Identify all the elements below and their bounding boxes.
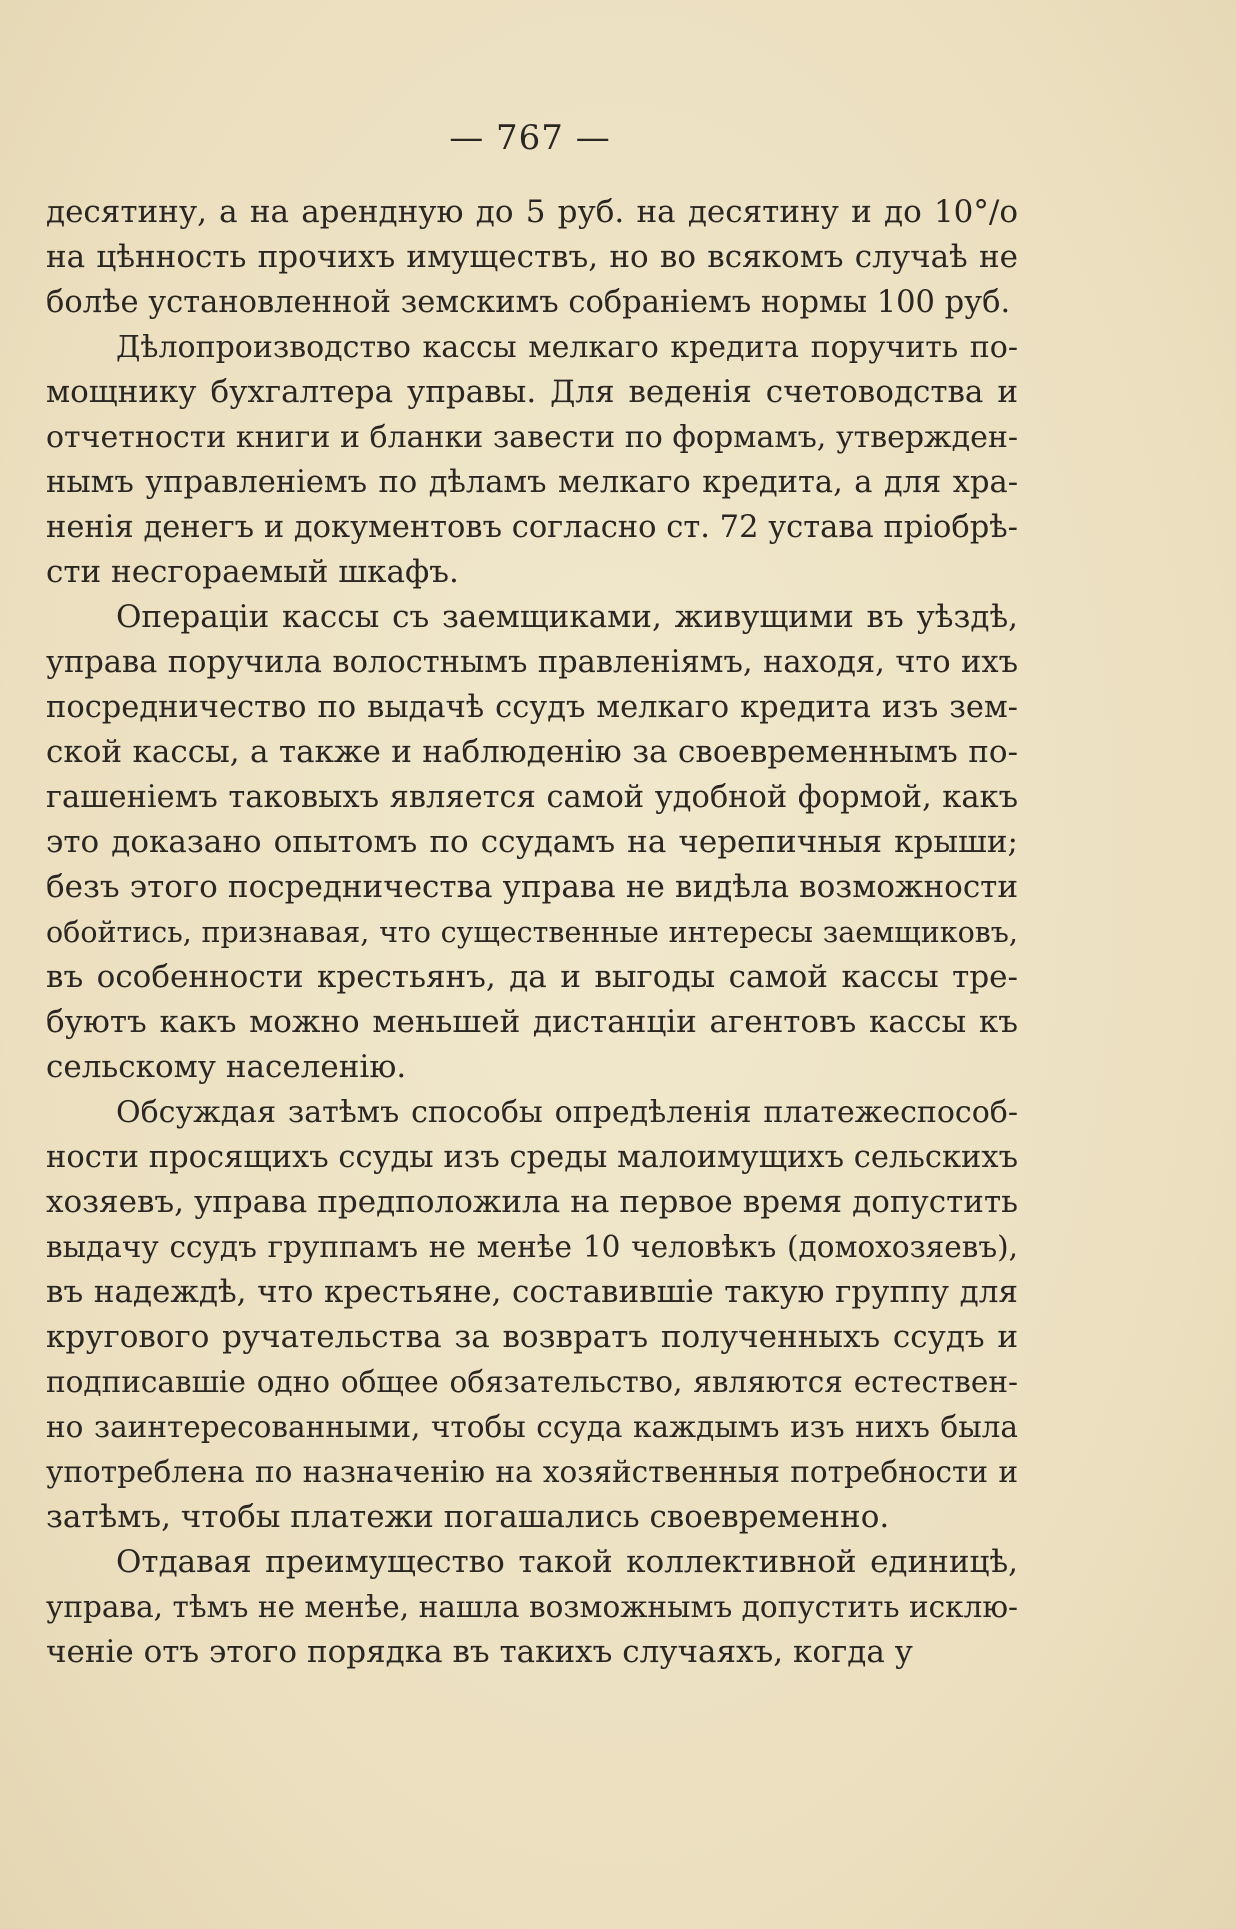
text-line: затѣмъ, чтобы платежи погашались своевременно. — [46, 1499, 890, 1535]
text-line: гашеніемъ таковыхъ является самой удобной формой, какъ — [46, 780, 1018, 815]
text-line: ности просящихъ ссуды изъ среды малоимущихъ сельскихъ — [46, 1140, 1018, 1175]
text-line: ненія денегъ и документовъ согласно ст. 72 устава пріобрѣ- — [46, 510, 1018, 545]
text-line: Обсуждая затѣмъ способы опредѣленія платежеспособ- — [116, 1095, 1018, 1130]
text-line: болѣе установленной земскимъ собраніемъ нормы 100 руб. — [46, 285, 1011, 320]
text-line: въ особенности крестьянъ, да и выгоды самой кассы тре- — [46, 959, 1018, 995]
text-line: въ надеждѣ, что крестьяне, составившіе такую группу для — [46, 1274, 1018, 1310]
text-line: выдачу ссудъ группамъ не менѣе 10 человѣкъ (домохозяевъ), — [46, 1230, 1018, 1264]
text-line: это доказано опытомъ по ссудамъ на черепичныя крыши; — [46, 824, 1018, 860]
text-line: посредничество по выдачѣ ссудъ мелкаго кредита изъ зем- — [46, 690, 1018, 725]
text-line: хозяевъ, управа предположила на первое время допустить — [46, 1184, 1018, 1220]
text-line: буютъ какъ можно меньшей дистанціи агентовъ кассы къ — [46, 1004, 1018, 1040]
paragraph — [46, 325, 1018, 595]
text-line: но заинтересованными, чтобы ссуда каждымъ изъ нихъ была — [46, 1410, 1018, 1444]
text-line: ской кассы, а также и наблюденію за своевременнымъ по- — [46, 734, 1018, 770]
text-line: нымъ управленіемъ по дѣламъ мелкаго кредита, а для хра- — [46, 465, 1018, 500]
text-line: подписавшіе одно общее обязательство, являются естествен- — [46, 1365, 1018, 1399]
text-line: сельскому населенію. — [46, 1049, 407, 1085]
body-text — [46, 190, 1018, 1675]
page-number: — 767 — — [449, 118, 611, 158]
text-line: управа поручила волостнымъ правленіямъ, находя, что ихъ — [46, 645, 1018, 680]
text-line: десятину, а на арендную до 5 руб. на десятину и до 10°/о — [46, 194, 1018, 230]
text-line: употреблена по назначенію на хозяйственныя потребности и — [46, 1455, 1018, 1489]
text-line: безъ этого посредничества управа не видѣла возможности — [46, 869, 1018, 905]
text-line: мощнику бухгалтера управы. Для веденія счетоводства и — [46, 374, 1018, 410]
text-line: отчетности книги и бланки завести по формамъ, утвержден- — [46, 420, 1018, 455]
text-line: кругового ручательства за возвратъ полученныхъ ссудъ и — [46, 1319, 1018, 1355]
text-line: Отдавая преимущество такой коллективной единицѣ, — [116, 1544, 1018, 1580]
paragraph — [46, 1090, 1018, 1540]
paragraph — [46, 595, 1018, 1090]
text-line: ченіе отъ этого порядка въ такихъ случаяхъ, когда у — [46, 1634, 913, 1670]
paragraph — [46, 1540, 1018, 1675]
paragraph — [46, 190, 1018, 325]
text-line: на цѣнность прочихъ имуществъ, но во всякомъ случаѣ не — [46, 239, 1018, 275]
text-line: сти несгораемый шкафъ. — [46, 554, 459, 590]
text-line: Дѣлопроизводство кассы мелкаго кредита поручить по- — [116, 330, 1018, 365]
text-line: управа, тѣмъ не менѣе, нашла возможнымъ допустить исклю- — [46, 1590, 1018, 1624]
text-line: обойтись, признавая, что существенные интересы заемщиковъ, — [46, 916, 1018, 949]
text-line: Операціи кассы съ заемщиками, живущими въ уѣздѣ, — [116, 599, 1018, 635]
